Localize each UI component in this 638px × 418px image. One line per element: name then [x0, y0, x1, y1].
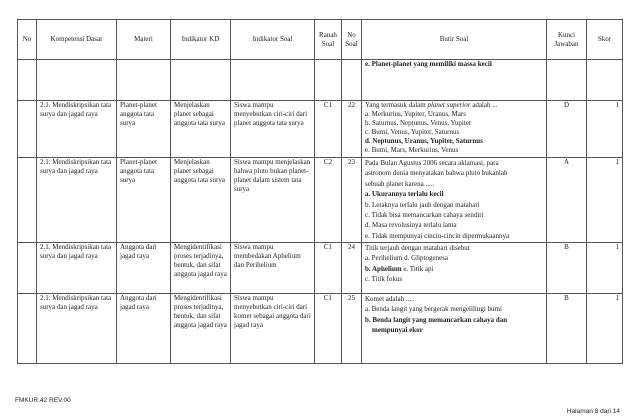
cell-ranah: C1 — [315, 294, 342, 364]
option-correct-cont: mempunyai ekor — [365, 326, 423, 335]
table-row — [18, 294, 623, 364]
page-number: Halaman 8 dari 14 — [566, 408, 620, 415]
cell-butir — [362, 294, 547, 364]
header-materi: Materi — [117, 20, 171, 60]
header-kunci: Kunci Jawaban — [547, 20, 587, 60]
cell-no-soal: 23 — [342, 158, 362, 243]
cell-skor: 1 — [587, 294, 623, 364]
option: e. Bumi, Mars, Merkurius, Venus — [365, 146, 459, 154]
option: c. Tidak bisa memancarkan cahaya sendiri — [365, 211, 484, 220]
cell-ranah: C1 — [315, 101, 342, 158]
document-code: FMKUR.42 REV.00 — [15, 397, 71, 404]
exam-grid-table — [17, 19, 623, 364]
cell-ranah: C2 — [315, 158, 342, 243]
cell-butir — [362, 243, 547, 294]
cell-ranah: C1 — [315, 243, 342, 294]
header-butir: Butir Soal — [362, 20, 547, 60]
cell-kunci: D — [547, 101, 587, 158]
option: a. Perihelium d. Gliptogenesa — [365, 254, 449, 263]
cell-kunci: A — [547, 158, 587, 243]
option: c. Bumi, Venus, Yupiter, Saturnus — [365, 128, 460, 136]
option: e. Tidak mempunyai cincin-cincin dipermukaannya — [365, 231, 510, 240]
question-line: Pada Bulan Agustus 2006 secara aklamasi, para — [365, 159, 499, 167]
table-header-row — [18, 20, 623, 60]
cell-indikator-kd: Menjelaskan planet sebagai anggota tata surya — [171, 101, 231, 158]
cell-materi: Planet-planet anggota tata surya — [117, 101, 171, 158]
header-ranah: Ranah Soal — [315, 20, 342, 60]
option-line: b. Aphelium e. Titik api — [365, 264, 434, 273]
cell-indikator-soal: Siswa mampu menjelaskan bahwa pluto bukan planet-planet dalam sistem tata surya — [231, 158, 315, 243]
cell-skor: 1 — [587, 243, 623, 294]
header-no: No — [18, 20, 37, 60]
header-no-soal: No Soal — [342, 20, 362, 60]
table-row — [18, 158, 623, 243]
cell-kd: 2.1. Mendiskripsikan tata surya dan jagad raya — [37, 243, 117, 294]
header-kompetensi: Kompetensi Dasar — [37, 20, 117, 60]
cell-indikator-soal: Siswa mampu menyebutkan ciri-ciri dari planet anggota tata surya — [231, 101, 315, 158]
option-correct: b. Benda langit yang memancarkan cahaya dan — [365, 315, 508, 324]
cell-materi: Anggota dari jagad raya — [117, 294, 171, 364]
cell-no-soal: 22 — [342, 101, 362, 158]
cell-skor: 1 — [587, 101, 623, 158]
table-row-continuation — [18, 60, 623, 101]
header-skor: Skor — [587, 20, 623, 60]
question-text: Yang termasuk dalam planet superior adalah ... — [365, 101, 498, 109]
option: c. Titik fokus — [365, 275, 403, 284]
cell-indikator-kd: Menjelaskan planet sebagai anggota tata surya — [171, 158, 231, 243]
option: b. Letaknya terlalu jauh dengan matahari — [365, 200, 480, 209]
question-line: Komet adalah ..... — [365, 295, 415, 303]
cell-indikator-kd: Mengidentifikasi proses terjadinya, bentuk, dan sifat anggota jagad raya — [171, 294, 231, 364]
cell-no-soal: 24 — [342, 243, 362, 294]
cell-materi: Planet-planet anggota tata surya — [117, 158, 171, 243]
cell-indikator-soal: Siswa mampu menyebutkan ciri-ciri dari komet sebagai anggota dari jagad raya — [231, 294, 315, 364]
cell-indikator-kd: Mengidentifikasi proses terjadinya, bentuk, dan sifat anggota jagad raya — [171, 243, 231, 294]
question-line: sebuah planet karena ..... — [365, 179, 435, 188]
cell-kunci: B — [547, 243, 587, 294]
question-line: astronom dunia menyatakan bahwa pluto bukanlah — [365, 169, 508, 178]
header-indikator-soal: Indikator Soal — [231, 20, 315, 60]
cell-no-soal: 25 — [342, 294, 362, 364]
continuation-option-e: e. Planet-planet yang memiliki massa kecil — [365, 60, 492, 68]
table-row — [18, 243, 623, 294]
cell-materi: Anggota dari jagad raya — [117, 243, 171, 294]
cell-kunci: B — [547, 294, 587, 364]
table-row — [18, 101, 623, 158]
header-indikator-kd: Indikator KD — [171, 20, 231, 60]
cell-butir — [362, 158, 547, 243]
cell-skor: 1 — [587, 158, 623, 243]
option: a. Benda langit yang bergerak mengelilingi bumi — [365, 305, 502, 314]
option-correct: b. Aphelium — [365, 264, 402, 273]
cell-butir — [362, 101, 547, 158]
cell-kd: 2.1. Mendiskripsikan tata surya dan jagad raya — [37, 294, 117, 364]
cell-kd: 2.1. Mendiskripsikan tata surya dan jagad raya — [37, 101, 117, 158]
cell-kd: 2.1. Mendiskripsikan tata surya dan jagad raya — [37, 158, 117, 243]
cell-indikator-soal: Siswa mampu membedakan Aphelium dan Perihelium — [231, 243, 315, 294]
option: b. Saturnus, Neptunus, Venus, Yupiter — [365, 119, 472, 127]
option: d. Masa revolusinya terlalu lama — [365, 221, 457, 230]
question-line: Titik terjauh dengan matahari disebut — [365, 244, 470, 252]
option-correct: d. Neptunus, Uranus, Yupiter, Saturnus — [365, 137, 483, 145]
option-correct: a. Ukurannya terlalu kecil — [365, 190, 444, 199]
option: a. Merkurius, Yupiter, Uranus, Mars — [365, 110, 466, 118]
